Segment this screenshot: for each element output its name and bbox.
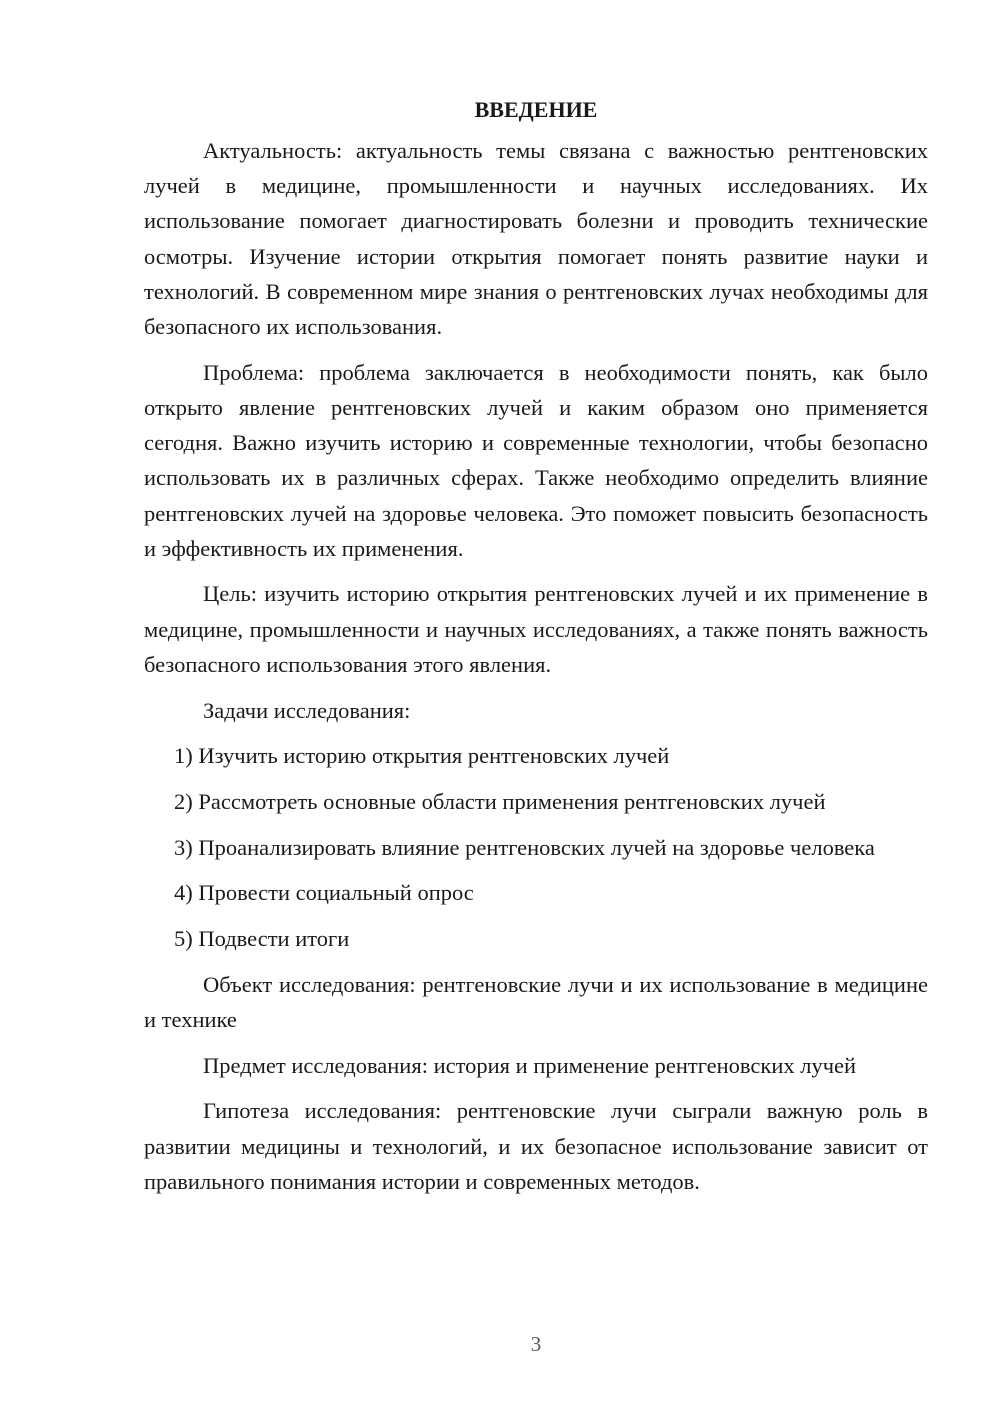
subject-paragraph: Предмет исследования: история и применение рентгеновских лучей [203,1052,857,1078]
section-title: ВВЕДЕНИЕ [474,97,598,122]
hypothesis-paragraph: Гипотеза исследования: рентгеновские лучи сыграли важную роль в развитии медицины и технологий, и их безопасное использование зависит от правильного понимания истории и современных методов. [144,1098,928,1194]
object-paragraph: Объект исследования: рентгеновские лучи и их использование в медицине и технике [144,971,928,1032]
relevance-paragraph: Актуальность: актуальность темы связана с важностью рентгеновских лучей в медицине, промышленности и научных исследованиях. Их использование помогает диагностировать болезни и проводить технические осмотры. Изучение истории открытия помогает понять развитие науки и технологий. В современном мире знания о рентгеновских лучах необходимы для безопасного их использования. [144,138,928,340]
task-item: 3) Проанализировать влияние рентгеновских лучей на здоровье человека [174,834,875,860]
task-item: 5) Подвести итоги [174,926,350,952]
document-page [144,92,928,1209]
task-item: 1) Изучить историю открытия рентгеновских лучей [174,743,670,769]
tasks-heading: Задачи исследования: [203,697,411,723]
goal-paragraph: Цель: изучить историю открытия рентгеновских лучей и их применение в медицине, промышленности и научных исследованиях, а также понять важность безопасного использования этого явления. [144,581,928,677]
problem-paragraph: Проблема: проблема заключается в необходимости понять, как было открыто явление рентгеновских лучей и каким образом оно применяется сегодня. Важно изучить историю и современные технологии, чтобы безопасно использовать их в различных сферах. Также необходимо определить влияние рентгеновских лучей на здоровье человека. Это поможет повысить безопасность и эффективность их применения. [144,359,928,561]
page-number: 3 [530,1332,542,1356]
task-item: 2) Рассмотреть основные области применения рентгеновских лучей [174,788,826,814]
task-item: 4) Провести социальный опрос [174,880,474,906]
